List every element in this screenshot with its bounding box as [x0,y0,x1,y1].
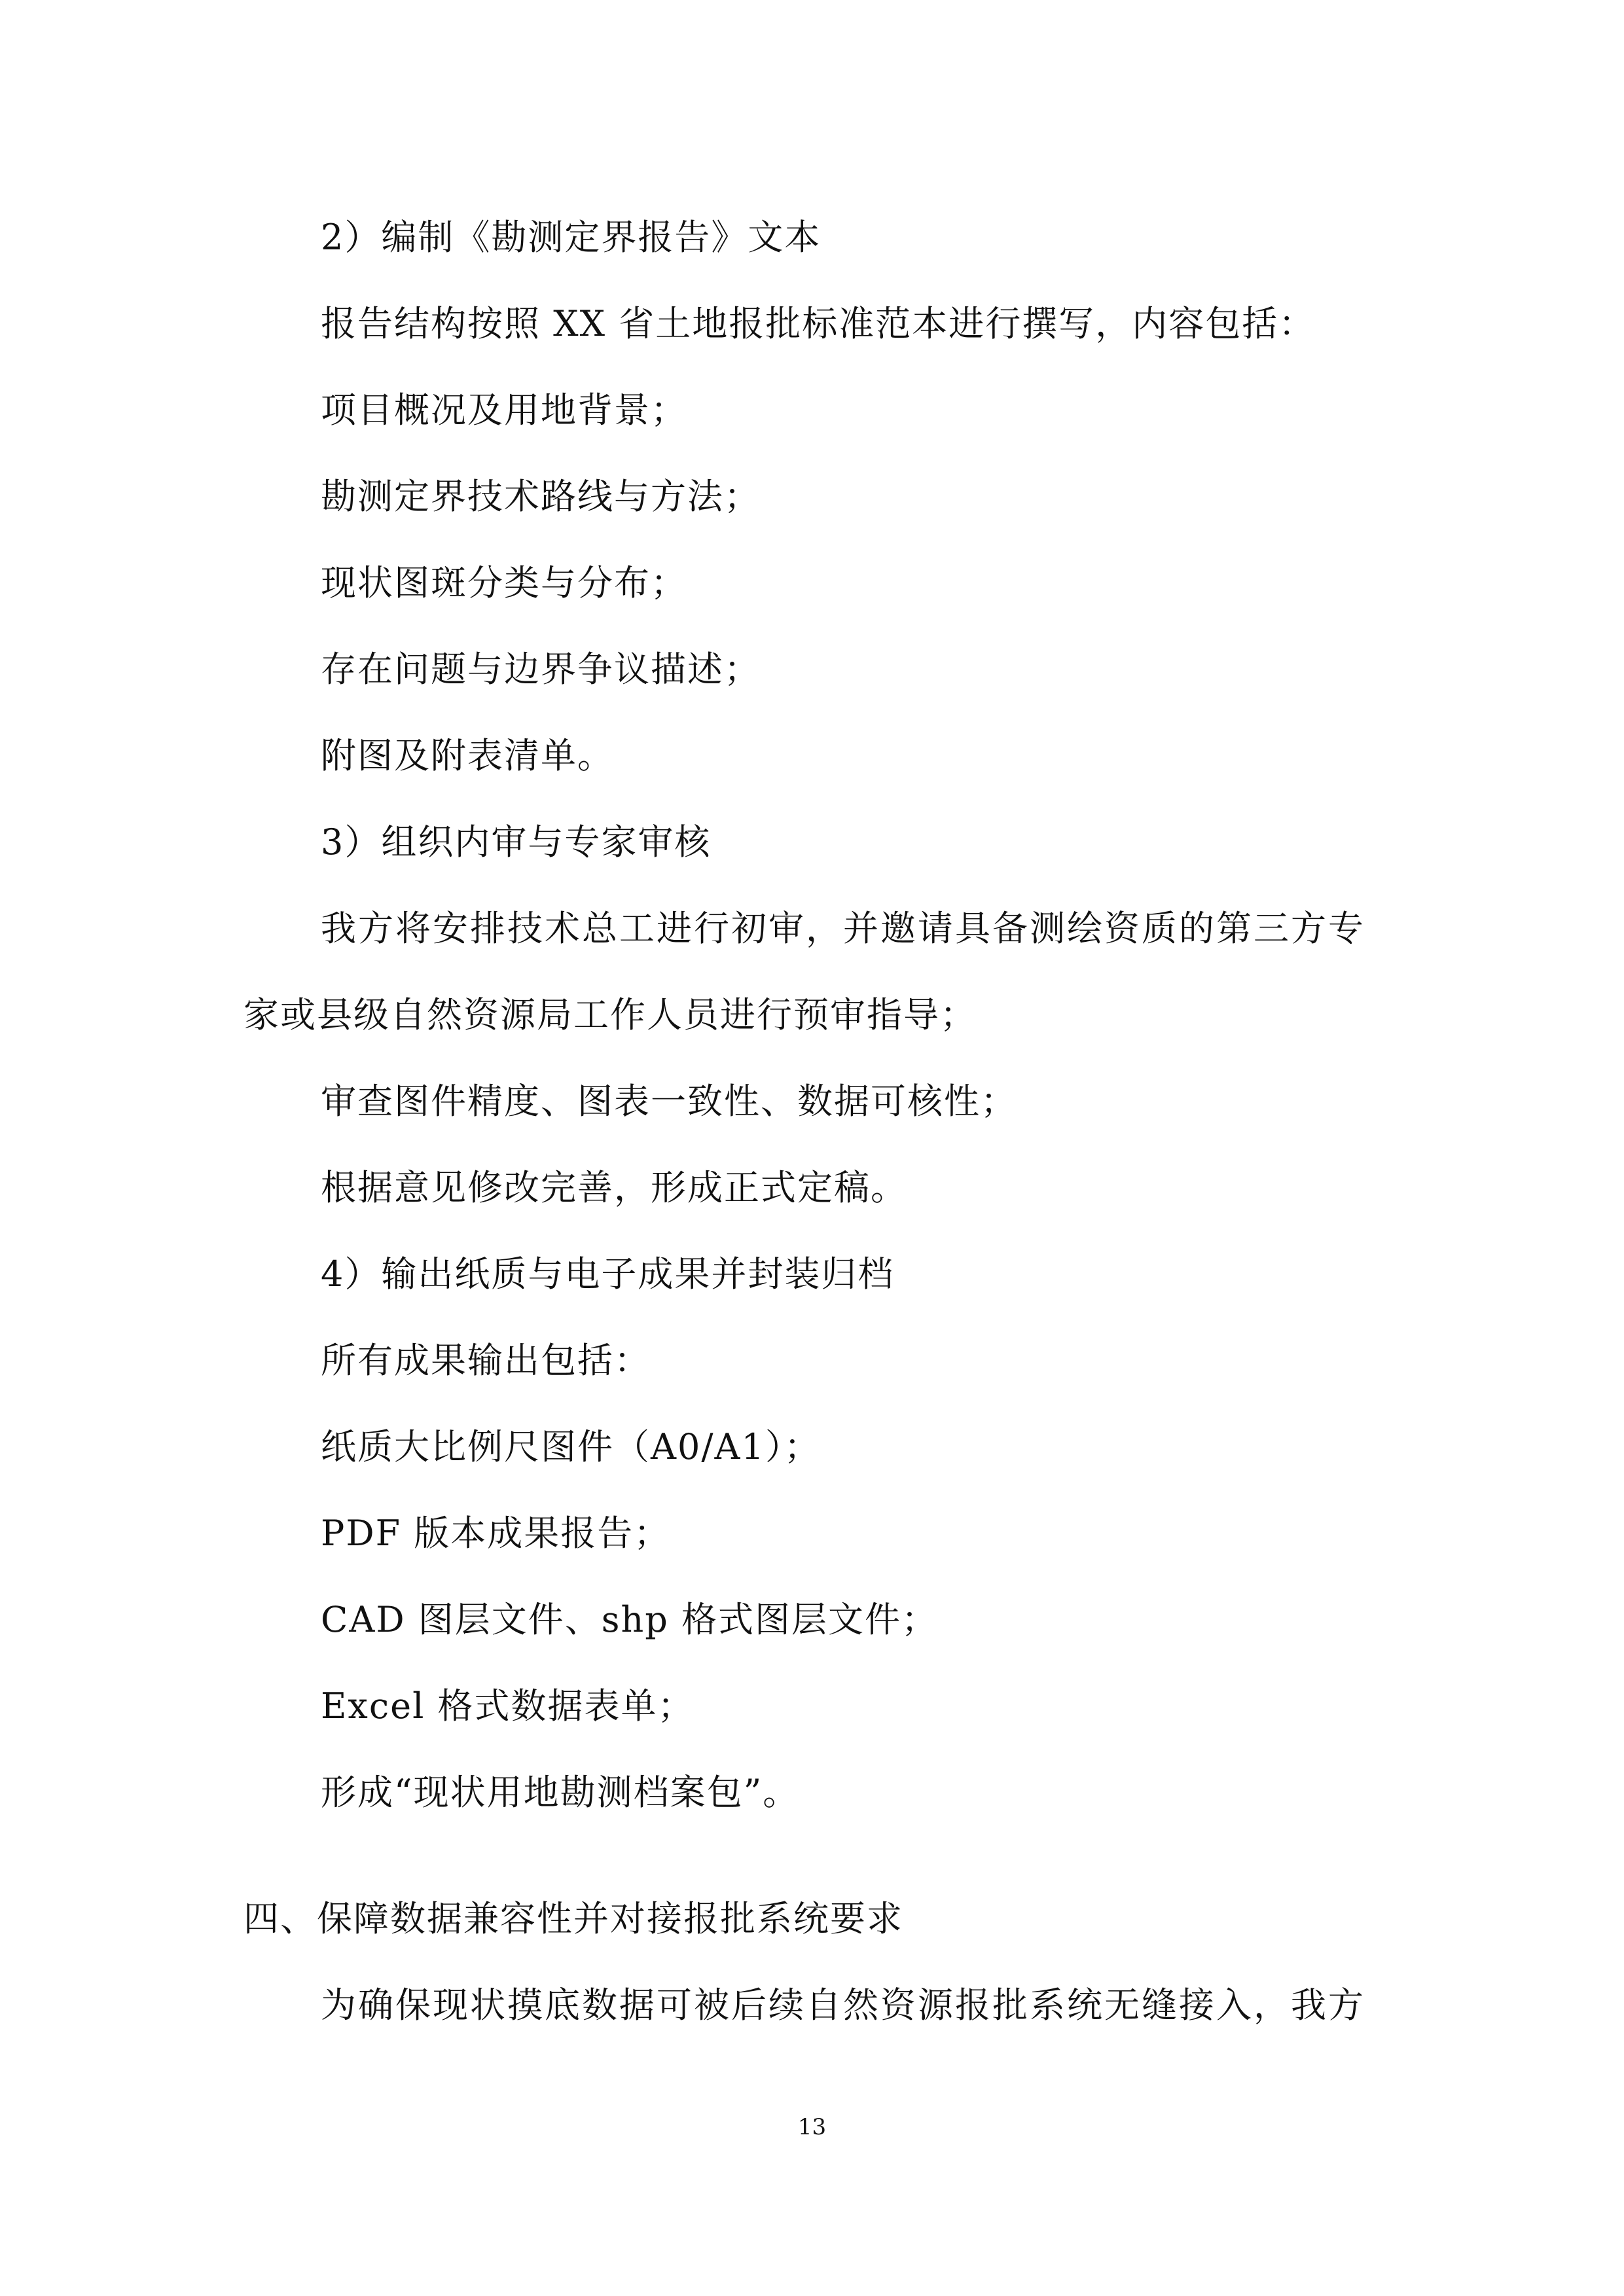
body-paragraph: 报告结构按照 XX 省土地报批标准范本进行撰写，内容包括： [321,303,1316,344]
list-item: 项目概况及用地背景； [321,389,687,431]
body-paragraph: 所有成果输出包括： [321,1340,651,1381]
list-item: 根据意见修改完善，形成正式定稿。 [321,1167,907,1208]
list-item: CAD 图层文件、shp 格式图层文件； [321,1599,938,1640]
list-item: 附图及附表清单。 [321,735,614,776]
list-item: PDF 版本成果报告； [321,1513,671,1554]
body-paragraph: 为确保现状摸底数据可被后续自然资源报批系统无缝接入，我方 [321,1984,1365,2026]
subheading-3: 3）组织内审与专家审核 [321,821,712,863]
subheading-4: 4）输出纸质与电子成果并封装归档 [321,1253,895,1295]
section-heading: 四、保障数据兼容性并对接报批系统要求 [244,1898,903,1939]
list-item: 存在问题与边界争议描述； [321,649,761,690]
list-item: 审查图件精度、图表一致性、数据可核性； [321,1081,1017,1122]
page-number: 13 [797,2114,827,2140]
list-item: 形成“现状用地勘测档案包”。 [321,1772,800,1813]
list-item: Excel 格式数据表单； [321,1685,695,1727]
body-paragraph-continued: 家或县级自然资源局工作人员进行预审指导； [244,994,977,1035]
subheading-2: 2）编制《勘测定界报告》文本 [321,217,821,258]
list-item: 勘测定界技术路线与方法； [321,476,761,517]
list-item: 现状图斑分类与分布； [321,562,687,603]
list-item: 纸质大比例尺图件（A0/A1）； [321,1426,821,1467]
body-paragraph: 我方将安排技术总工进行初审，并邀请具备测绘资质的第三方专 [321,908,1365,949]
